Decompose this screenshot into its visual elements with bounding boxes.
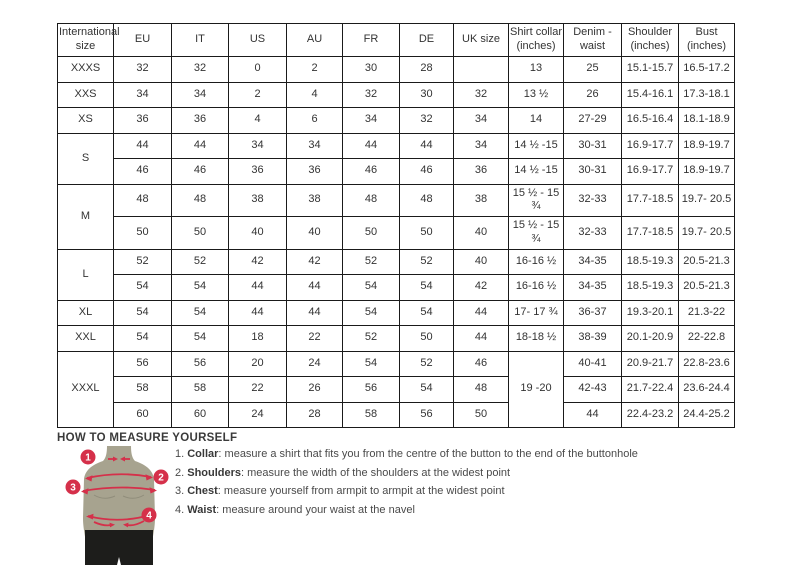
table-cell: 19.7- 20.5 [679, 217, 735, 250]
mannequin-shorts [85, 530, 153, 565]
instruction-waist [175, 504, 638, 516]
table-cell: 54 [343, 300, 400, 326]
table-cell: 16.5-17.2 [679, 57, 735, 83]
table-cell: 36 [454, 159, 509, 185]
table-row [58, 326, 735, 352]
table-cell: 48 [172, 184, 229, 217]
table-cell: 22.8-23.6 [679, 351, 735, 377]
table-cell: 24 [287, 351, 343, 377]
table-cell: 50 [400, 326, 454, 352]
table-header-row [58, 24, 735, 57]
table-cell: 18.9-19.7 [679, 133, 735, 159]
table-cell: 32-33 [564, 184, 622, 217]
table-cell: 54 [343, 275, 400, 301]
measure-point-3 [66, 480, 81, 495]
table-cell: 44 [287, 275, 343, 301]
instruction-shoulders [175, 467, 638, 479]
table-cell: 34-35 [564, 249, 622, 275]
table-cell: 13 [509, 57, 564, 83]
table-cell: 24.4-25.2 [679, 402, 735, 428]
table-cell: 52 [400, 249, 454, 275]
size-label-cell: XL [58, 300, 114, 326]
table-cell: 14 [509, 108, 564, 134]
table-cell: 21.3-22 [679, 300, 735, 326]
table-cell: 54 [114, 300, 172, 326]
table-cell: 30 [343, 57, 400, 83]
table-cell: 32 [114, 57, 172, 83]
table-cell: 36 [114, 108, 172, 134]
table-cell: 22 [229, 377, 287, 403]
table-cell: 34 [172, 82, 229, 108]
table-cell: 36-37 [564, 300, 622, 326]
table-cell: 46 [114, 159, 172, 185]
table-cell: 44 [229, 300, 287, 326]
instruction-label: Collar [187, 448, 219, 460]
table-cell: 38-39 [564, 326, 622, 352]
table-cell: 36 [172, 108, 229, 134]
table-cell: 50 [454, 402, 509, 428]
table-cell: 28 [400, 57, 454, 83]
measure-instructions-list [175, 448, 638, 522]
table-cell: 40-41 [564, 351, 622, 377]
table-cell: 24 [229, 402, 287, 428]
table-cell: 21.7-22.4 [622, 377, 679, 403]
table-cell: 30 [400, 82, 454, 108]
measure-point-1-number: 1 [85, 452, 91, 464]
table-row [58, 217, 735, 250]
table-cell: 48 [454, 377, 509, 403]
instruction-text: : measure yourself from armpit to armpit at the widest point [217, 485, 505, 497]
table-cell: 50 [172, 217, 229, 250]
table-cell: 32 [400, 108, 454, 134]
table-cell: 56 [400, 402, 454, 428]
table-cell: 25 [564, 57, 622, 83]
table-cell: 30-31 [564, 133, 622, 159]
table-cell: 38 [287, 184, 343, 217]
col-header-bust: Bust (inches) [679, 24, 735, 57]
table-cell: 19.3-20.1 [622, 300, 679, 326]
table-cell: 19 -20 [509, 351, 564, 428]
measure-point-2-number: 2 [158, 472, 164, 484]
table-cell: 60 [114, 402, 172, 428]
col-header-uk-size: UK size [454, 24, 509, 57]
col-header-international-size: International size [58, 24, 114, 57]
measure-point-2 [154, 470, 169, 485]
table-cell: 46 [172, 159, 229, 185]
table-row [58, 57, 735, 83]
table-cell: 36 [229, 159, 287, 185]
col-header-us: US [229, 24, 287, 57]
table-cell: 4 [287, 82, 343, 108]
table-cell: 4 [229, 108, 287, 134]
size-label-cell: XXL [58, 326, 114, 352]
col-header-eu: EU [114, 24, 172, 57]
size-label-cell: XXXS [58, 57, 114, 83]
table-cell: 50 [343, 217, 400, 250]
table-cell: 34 [229, 133, 287, 159]
table-cell: 50 [400, 217, 454, 250]
table-cell: 34-35 [564, 275, 622, 301]
table-cell: 46 [343, 159, 400, 185]
table-cell: 44 [287, 300, 343, 326]
measure-point-4-number: 4 [146, 510, 152, 522]
size-label-cell: XXXL [58, 351, 114, 428]
table-cell: 16.5-16.4 [622, 108, 679, 134]
table-header [58, 24, 735, 57]
table-cell: 40 [229, 217, 287, 250]
table-cell: 17.7-18.5 [622, 217, 679, 250]
table-cell: 0 [229, 57, 287, 83]
table-cell: 56 [114, 351, 172, 377]
table-cell: 23.6-24.4 [679, 377, 735, 403]
table-cell: 20.9-21.7 [622, 351, 679, 377]
table-cell: 52 [172, 249, 229, 275]
table-cell: 2 [287, 57, 343, 83]
table-cell: 16-16 ½ [509, 275, 564, 301]
table-cell: 38 [454, 184, 509, 217]
table-row [58, 249, 735, 275]
table-cell: 54 [400, 275, 454, 301]
table-cell: 42-43 [564, 377, 622, 403]
instruction-collar [175, 448, 638, 460]
table-cell: 46 [454, 351, 509, 377]
table-cell: 6 [287, 108, 343, 134]
table-cell: 40 [287, 217, 343, 250]
instruction-text: : measure a shirt that fits you from the centre of the button to the end of the buttonhole [218, 448, 638, 460]
col-header-de: DE [400, 24, 454, 57]
table-cell: 60 [172, 402, 229, 428]
table-row [58, 159, 735, 185]
table-cell: 18 [229, 326, 287, 352]
table-cell: 18.1-18.9 [679, 108, 735, 134]
table-cell: 14 ½ -15 [509, 133, 564, 159]
table-row [58, 351, 735, 377]
instruction-text: : measure around your waist at the navel [216, 503, 415, 516]
table-cell: 32 [343, 82, 400, 108]
col-header-fr: FR [343, 24, 400, 57]
measure-point-4 [142, 508, 157, 523]
table-cell: 20.1-20.9 [622, 326, 679, 352]
table-cell: 14 ½ -15 [509, 159, 564, 185]
table-cell: 26 [287, 377, 343, 403]
table-cell: 17.3-18.1 [679, 82, 735, 108]
col-header-shoulder: Shoulder (inches) [622, 24, 679, 57]
table-cell: 18.9-19.7 [679, 159, 735, 185]
table-cell: 16.9-17.7 [622, 133, 679, 159]
instruction-number: 4. [175, 503, 188, 516]
measure-point-3-number: 3 [70, 482, 76, 494]
instruction-number: 1. [175, 448, 188, 460]
table-cell: 18.5-19.3 [622, 249, 679, 275]
table-cell: 22 [287, 326, 343, 352]
table-cell: 17.7-18.5 [622, 184, 679, 217]
table-cell: 26 [564, 82, 622, 108]
table-cell: 22.4-23.2 [622, 402, 679, 428]
table-cell [454, 57, 509, 83]
table-cell: 17- 17 ¾ [509, 300, 564, 326]
table-cell: 42 [454, 275, 509, 301]
table-row [58, 82, 735, 108]
table-cell: 58 [172, 377, 229, 403]
size-label-cell: M [58, 184, 114, 249]
col-header-it: IT [172, 24, 229, 57]
instruction-text: : measure the width of the shoulders at the widest point [241, 466, 511, 479]
table-cell: 58 [343, 402, 400, 428]
table-cell: 44 [172, 133, 229, 159]
table-row [58, 275, 735, 301]
table-cell: 32 [454, 82, 509, 108]
table-cell: 40 [454, 249, 509, 275]
table-cell: 54 [172, 300, 229, 326]
table-cell: 44 [343, 133, 400, 159]
table-row [58, 108, 735, 134]
table-cell: 22-22.8 [679, 326, 735, 352]
table-cell: 54 [114, 326, 172, 352]
table-cell: 16-16 ½ [509, 249, 564, 275]
instruction-number: 3. [175, 485, 188, 497]
size-table-body [58, 57, 735, 428]
table-cell: 52 [343, 249, 400, 275]
table-cell: 19.7- 20.5 [679, 184, 735, 217]
table-cell: 44 [400, 133, 454, 159]
table-cell: 54 [343, 351, 400, 377]
table-cell: 46 [400, 159, 454, 185]
table-cell: 44 [454, 300, 509, 326]
table-row [58, 377, 735, 403]
table-cell: 56 [343, 377, 400, 403]
table-cell: 54 [172, 326, 229, 352]
col-header-denim-waist: Denim - waist [564, 24, 622, 57]
table-cell: 20 [229, 351, 287, 377]
table-cell: 32 [172, 57, 229, 83]
table-cell: 44 [454, 326, 509, 352]
mannequin-figure [58, 446, 176, 566]
instruction-label: Waist [187, 503, 217, 516]
table-cell: 58 [114, 377, 172, 403]
table-cell: 18-18 ½ [509, 326, 564, 352]
table-cell: 15 ½ - 15 ¾ [509, 184, 564, 217]
table-cell: 34 [454, 133, 509, 159]
table-cell: 30-31 [564, 159, 622, 185]
table-cell: 56 [172, 351, 229, 377]
table-cell: 40 [454, 217, 509, 250]
table-cell: 52 [343, 326, 400, 352]
size-label-cell: S [58, 133, 114, 184]
table-cell: 20.5-21.3 [679, 249, 735, 275]
measure-point-1 [81, 450, 96, 465]
table-cell: 48 [343, 184, 400, 217]
table-cell: 15.1-15.7 [622, 57, 679, 83]
table-cell: 54 [400, 300, 454, 326]
size-label-cell: XS [58, 108, 114, 134]
table-cell: 44 [229, 275, 287, 301]
table-row [58, 402, 735, 428]
table-cell: 28 [287, 402, 343, 428]
table-cell: 52 [114, 249, 172, 275]
table-cell: 54 [400, 377, 454, 403]
table-cell: 52 [400, 351, 454, 377]
table-cell: 34 [454, 108, 509, 134]
table-cell: 18.5-19.3 [622, 275, 679, 301]
size-label-cell: L [58, 249, 114, 300]
table-cell: 2 [229, 82, 287, 108]
instruction-label: Shoulders [187, 466, 242, 479]
table-cell: 44 [114, 133, 172, 159]
table-cell: 38 [229, 184, 287, 217]
table-row [58, 300, 735, 326]
instruction-number: 2. [175, 466, 188, 479]
table-cell: 34 [287, 133, 343, 159]
table-cell: 48 [114, 184, 172, 217]
table-cell: 42 [287, 249, 343, 275]
size-chart-table [57, 23, 735, 428]
table-cell: 34 [114, 82, 172, 108]
instruction-label: Chest [187, 485, 218, 497]
table-cell: 32-33 [564, 217, 622, 250]
table-cell: 34 [343, 108, 400, 134]
table-cell: 54 [114, 275, 172, 301]
table-cell: 48 [400, 184, 454, 217]
table-cell: 15 ½ - 15 ¾ [509, 217, 564, 250]
col-header-shirt-collar: Shirt collar (inches) [509, 24, 564, 57]
table-cell: 20.5-21.3 [679, 275, 735, 301]
table-row [58, 133, 735, 159]
table-cell: 27-29 [564, 108, 622, 134]
table-cell: 36 [287, 159, 343, 185]
table-cell: 16.9-17.7 [622, 159, 679, 185]
table-cell: 13 ½ [509, 82, 564, 108]
table-cell: 54 [172, 275, 229, 301]
how-to-measure-title: HOW TO MEASURE YOURSELF [57, 432, 238, 444]
table-row [58, 184, 735, 217]
size-label-cell: XXS [58, 82, 114, 108]
col-header-au: AU [287, 24, 343, 57]
table-cell: 44 [564, 402, 622, 428]
table-cell: 50 [114, 217, 172, 250]
instruction-chest [175, 485, 638, 497]
table-cell: 15.4-16.1 [622, 82, 679, 108]
table-cell: 42 [229, 249, 287, 275]
